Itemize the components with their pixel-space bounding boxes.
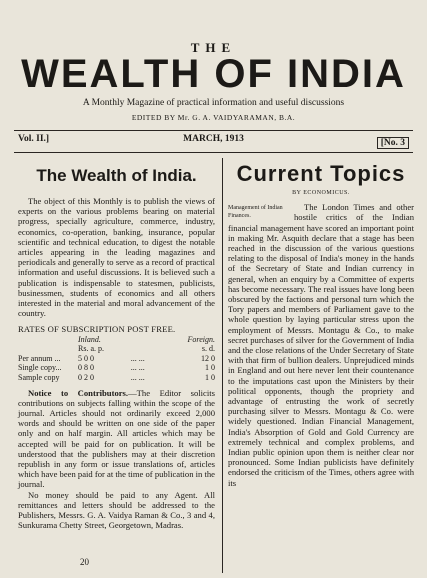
money-paragraph: No money should be paid to any Agent. All remittances and letters should be addressed to the Publishers, Messrs. G. A. Vaidya Raman & Co., 3 and 4, Sunkurama Chetty Street, Georgetown, Madras. bbox=[18, 489, 215, 531]
issue-rule-bottom bbox=[14, 152, 413, 153]
rate-inland: 0 2 0 bbox=[78, 373, 94, 383]
rates-heading: RATES OF SUBSCRIPTION POST FREE. bbox=[18, 324, 176, 335]
rate-foreign: 1 0 bbox=[205, 363, 215, 373]
rates-table bbox=[18, 335, 215, 383]
masthead-title: WEALTH OF INDIA bbox=[21, 52, 406, 96]
issue-volume: Vol. II.] bbox=[18, 134, 50, 144]
rate-label: Sample copy bbox=[18, 373, 60, 383]
column-divider bbox=[222, 158, 223, 573]
side-heading: Management of Indian Finances. bbox=[228, 205, 283, 220]
rate-dots: ... ... bbox=[130, 353, 145, 363]
byline: BY ECONOMICUS. bbox=[292, 190, 350, 196]
rate-inland: 5 0 0 bbox=[78, 353, 94, 363]
issue-bar bbox=[14, 132, 413, 150]
rate-label: Single copy... bbox=[18, 363, 62, 373]
table-row bbox=[18, 363, 215, 373]
left-heading: The Wealth of India. bbox=[36, 166, 197, 185]
left-column bbox=[18, 158, 215, 530]
table-row bbox=[18, 373, 215, 383]
masthead-subtitle: A Monthly Magazine of practical information and useful discussions bbox=[82, 98, 345, 108]
rate-foreign: 1 0 bbox=[205, 373, 215, 383]
masthead-the: THE bbox=[190, 40, 237, 55]
page-number: 20 bbox=[80, 557, 89, 567]
right-heading: Current Topics bbox=[236, 161, 406, 186]
rates-inland-units: Rs. a. p. bbox=[78, 344, 104, 354]
rate-foreign: 12 0 bbox=[201, 353, 215, 363]
rates-header-row bbox=[18, 335, 215, 345]
rates-foreign-header: Foreign. bbox=[187, 334, 215, 344]
rates-inland-header: Inland. bbox=[78, 334, 101, 344]
issue-rule-top bbox=[14, 130, 413, 131]
rates-foreign-units: s. d. bbox=[201, 344, 215, 354]
issue-number: [No. 3 bbox=[377, 137, 409, 149]
notice-text: —The Editor solicits contributions on subjects falling within the scope of the journal. Articles should not ordinarily exceed 2,000 words and should be written on one side of the paper only and on half margin. All articles which may be accepted will be paid for on publication. It will be understood that the publishers may at their discretion republish in any form or issue translations of, articles which have been paid for at the time of publication in the journal. bbox=[18, 387, 215, 490]
rate-dots: ... ... bbox=[130, 373, 145, 383]
rate-label: Per annum ... bbox=[18, 353, 61, 363]
notice-paragraph bbox=[18, 388, 215, 490]
table-row bbox=[18, 354, 215, 364]
issue-date: MARCH, 1913 bbox=[183, 134, 244, 144]
rates-units-row bbox=[18, 344, 215, 354]
current-topics-paragraph: The London Times and other hostile critics of the Indian financial management have scored an important point in making Mr. Asquith declare that a stage has been reached in the discussion of the various questions relating to the disposal of India's money in the hands of the Secretary of State and Indian currency in general, when an enquiry by a Committee of experts has become necessary. The real issues have long been obscured by the factions and personal turn which the Tory papers and members of Parliament gave to the whole question by laying particular stress upon the employment of Messrs. Montagu & Co., to make secret purchases of silver for the Government of India and the close relations of the Under Secretary of State with that firm of bullion dealers. Unprejudiced minds in England and out here never lent their countenance to the imputations cast upon the Ministers by their political opponents, though the propriety and advantage of entrusting the work of secretly purchasing silver to Messrs. Montagu & Co. were widely questioned. Indian Financial Management, India's Absorption of Gold and Gold Currency are extremely technical and complex problems, and Indian public opinion upon them is neither clear nor pronounced. Some Indian publicists have definitely endorsed the criticism of the Times, others agree with its bbox=[228, 202, 414, 488]
masthead-editor: EDITED BY Mr. G. A. VAIDYARAMAN, B.A. bbox=[131, 113, 296, 122]
right-column bbox=[228, 158, 414, 488]
notice-heading: Notice to Contributors. bbox=[28, 387, 129, 398]
rate-dots: ... ... bbox=[130, 363, 145, 373]
rate-inland: 0 8 0 bbox=[78, 363, 94, 373]
intro-paragraph: The object of this Monthly is to publish the views of experts on the various problems bearing on material progress, specially agriculture, commerce, industry, economics, co-operation, banking, insurance, popular scientific and technical education, to digest the notable articles appearing in the leading magazines and periodicals and generally to serve as a record of practical information and useful discussions. It is believed such a publication is indispensable to statesmen, publicists, businessmen, students of economics and all others interested in the material and moral advancement of the country. bbox=[18, 196, 215, 319]
